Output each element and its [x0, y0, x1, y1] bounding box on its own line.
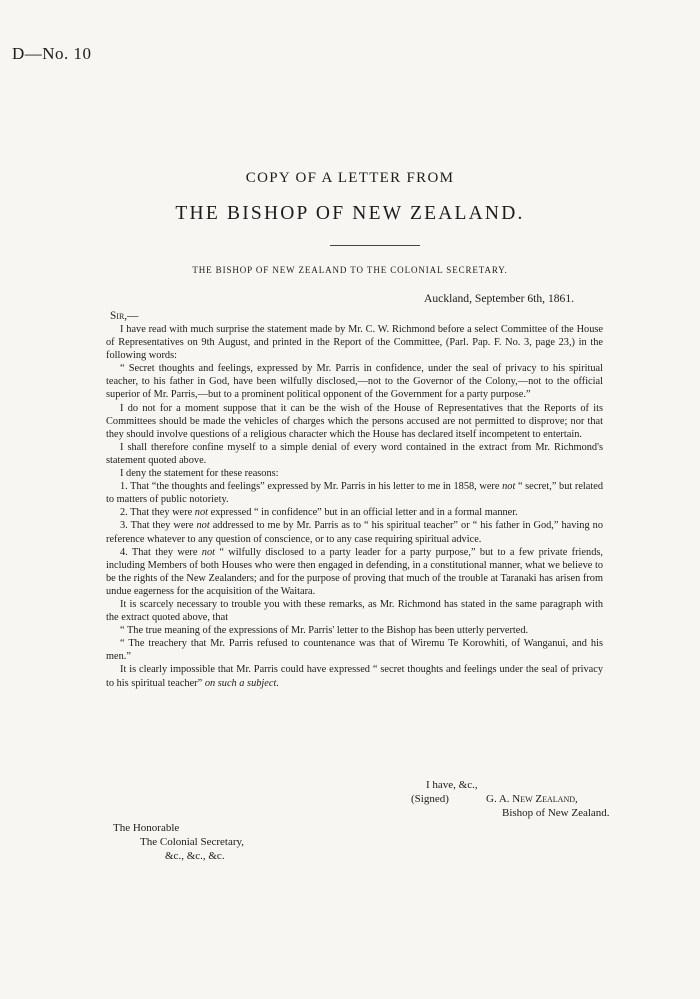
complimentary-close: I have, &c.,: [426, 779, 478, 791]
quoted-paragraph: “ Secret thoughts and feelings, expressed by Mr. Parris in confidence, under the seal of privacy to his spiritual teacher, to his father in God, have been wilfully disclosed,—not to the Governor of the Colony,—not to the official superior of Mr. Parris,—but to a prominent political opponent of the Government for a party purpose.”: [106, 363, 603, 401]
paragraph: I do not for a moment suppose that it can be the wish of the House of Representatives that the Reports of its Committees should be made the vehicles of charges which the persons accused are not permitted to disprove; nor that they should involve questions of a religious character which the House has declared itself incompetent to entertain.: [106, 402, 603, 440]
reason-2: 2. That they were not expressed “ in confidence” but in an official letter and in a formal manner.: [120, 507, 518, 519]
paragraph: I have read with much surprise the statement made by Mr. C. W. Richmond before a select Committee of the House of Representatives on 9th August, and printed in the Report of the Committee, (Parl. Pap. F. No. 3, page 23,) in the following words:: [106, 324, 603, 362]
document-reference: D—No. 10: [12, 44, 92, 63]
document-title-line-1: COPY OF A LETTER FROM: [245, 170, 455, 186]
letter-body: [106, 323, 603, 690]
quoted-paragraph: “ The treachery that Mr. Parris refused to countenance was that of Wiremu Te Korowhiti, of Wanganui, and his men.”: [106, 638, 603, 663]
addressee-line-3: &c., &c., &c.: [165, 850, 225, 862]
quoted-paragraph: “ The true meaning of the expressions of Mr. Parris' letter to the Bishop has been utterly perverted.: [120, 625, 529, 637]
paragraph: It is scarcely necessary to trouble you with these remarks, as Mr. Richmond has stated in the same paragraph with the extract quoted above, that: [106, 598, 603, 624]
paragraph: It is clearly impossible that Mr. Parris could have expressed “ secret thoughts and feelings under the seal of privacy to his spiritual teacher” on such a subject.: [106, 664, 603, 689]
title-divider: [330, 245, 420, 246]
signed-label: (Signed): [411, 793, 449, 805]
signatory-title: Bishop of New Zealand.: [502, 807, 610, 819]
letter-dateline: Auckland, September 6th, 1861.: [424, 292, 575, 305]
paragraph: I deny the statement for these reasons:: [120, 468, 279, 480]
addressee-line-2: The Colonial Secretary,: [140, 836, 245, 848]
reason-4: 4. That they were not “ wilfully disclosed to a party leader for a party purpose,” but to a few private friends, including Members of both Houses who were then engaged in defending, in a constitutional manner, what we believe to be the rights of the New Zealanders; and for the purpose of proving that much of the trouble at Taranaki has arisen from undue eagerness for the acquisition of the Waitara.: [106, 546, 603, 597]
addressee-line-1: The Honorable: [113, 822, 180, 834]
reason-1: 1. That “the thoughts and feelings” expressed by Mr. Parris in his letter to me in 1858, were not “ secret,” but related to matters of public notoriety.: [106, 481, 604, 506]
document-title-line-2: THE BISHOP OF NEW ZEALAND.: [175, 203, 525, 224]
letter-subtitle: THE BISHOP OF NEW ZEALAND TO THE COLONIAL SECRETARY.: [192, 265, 508, 275]
letter-salutation: Sir,—: [110, 310, 139, 322]
paragraph: I shall therefore confine myself to a simple denial of every word contained in the extract from Mr. Richmond's statement quoted above.: [106, 441, 603, 466]
signature: G. A. New Zealand,: [486, 793, 578, 805]
reason-3: 3. That they were not addressed to me by Mr. Parris as to “ his spiritual teacher” or “ his father in God,” having no reference whatever to any question of conscience, or to any case requiring spiritual advice.: [106, 520, 603, 545]
